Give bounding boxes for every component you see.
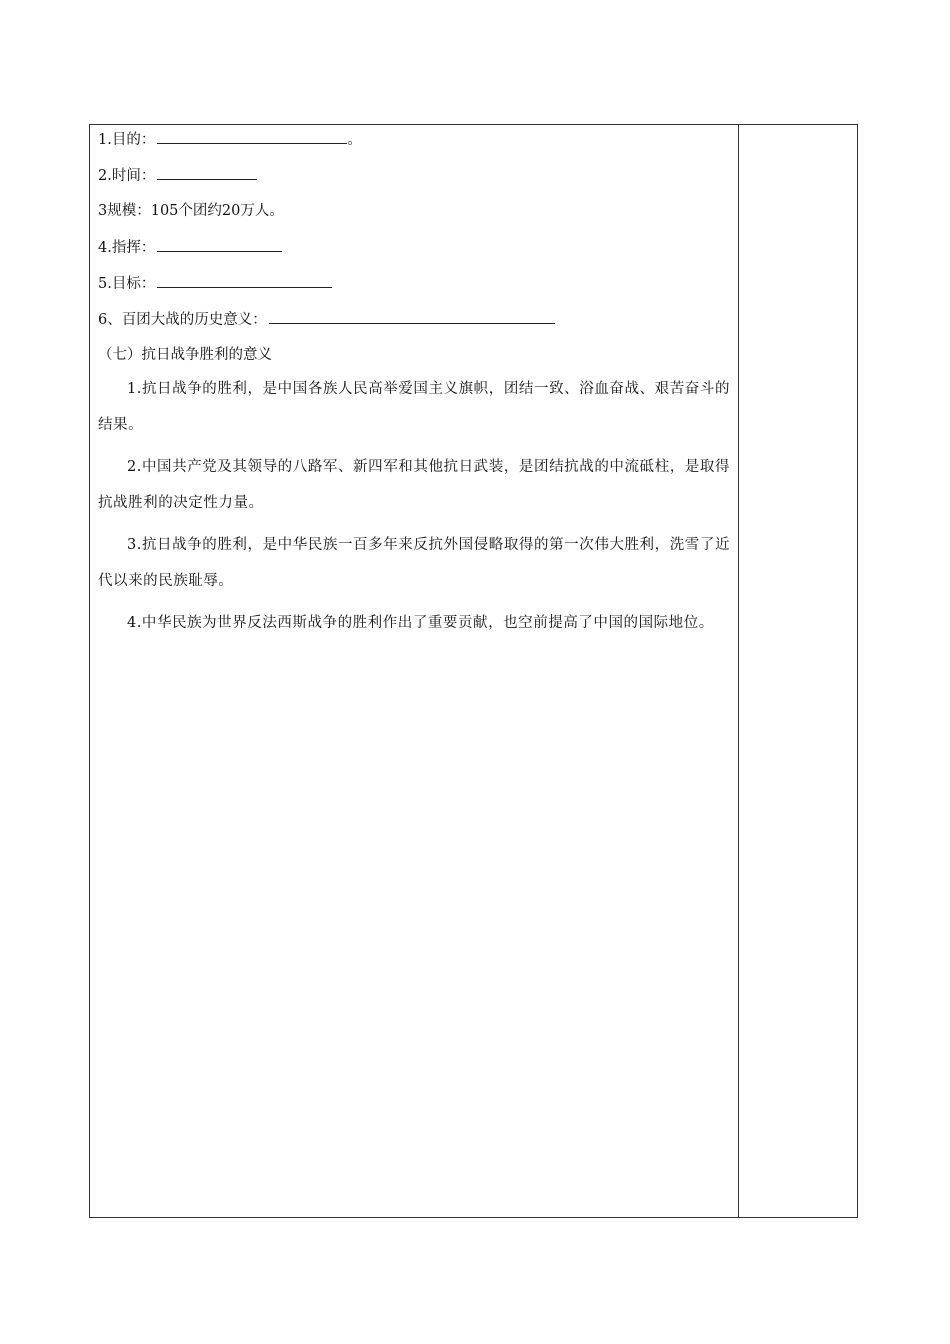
item-scale-label: 3规模：105个团约20万人。 <box>98 203 284 219</box>
fill-blank-purpose[interactable] <box>157 129 347 144</box>
item-target <box>98 273 332 294</box>
item-commander-label: 4.指挥： <box>98 240 156 256</box>
item-purpose-label: 1.目的： <box>98 132 156 148</box>
item-commander <box>98 237 282 258</box>
fill-blank-time[interactable] <box>157 165 257 180</box>
paragraph-2: 2.中国共产党及其领导的八路军、新四军和其他抗日武装，是团结抗战的中流砥柱，是取得抗战胜利的决定性力量。 <box>98 459 730 511</box>
paragraph-4: 4.中华民族为世界反法西斯战争的胜利作出了重要贡献，也空前提高了中国的国际地位。 <box>127 615 714 631</box>
item-time <box>98 165 257 186</box>
item-purpose <box>98 129 362 150</box>
paragraph-3: 3.抗日战争的胜利，是中华民族一百多年来反抗外国侵略取得的第一次伟大胜利，洗雪了近代以来的民族耻辱。 <box>98 537 730 589</box>
item-scale <box>98 201 284 221</box>
section-title: （七）抗日战争胜利的意义 <box>98 347 272 363</box>
notes-cell <box>739 125 857 1217</box>
fill-blank-commander[interactable] <box>157 237 282 252</box>
item-time-label: 2.时间： <box>98 168 156 184</box>
item-purpose-suffix: 。 <box>347 132 362 148</box>
fill-blank-target[interactable] <box>157 273 332 288</box>
fill-blank-significance[interactable] <box>269 309 555 324</box>
item-significance <box>98 309 555 330</box>
paragraph-1: 1.抗日战争的胜利，是中国各族人民高举爱国主义旗帜，团结一致、浴血奋战、艰苦奋斗的结果。 <box>98 381 730 433</box>
item-significance-label: 6、百团大战的历史意义： <box>98 312 267 328</box>
item-target-label: 5.目标： <box>98 276 156 292</box>
worksheet-table <box>89 124 858 1218</box>
